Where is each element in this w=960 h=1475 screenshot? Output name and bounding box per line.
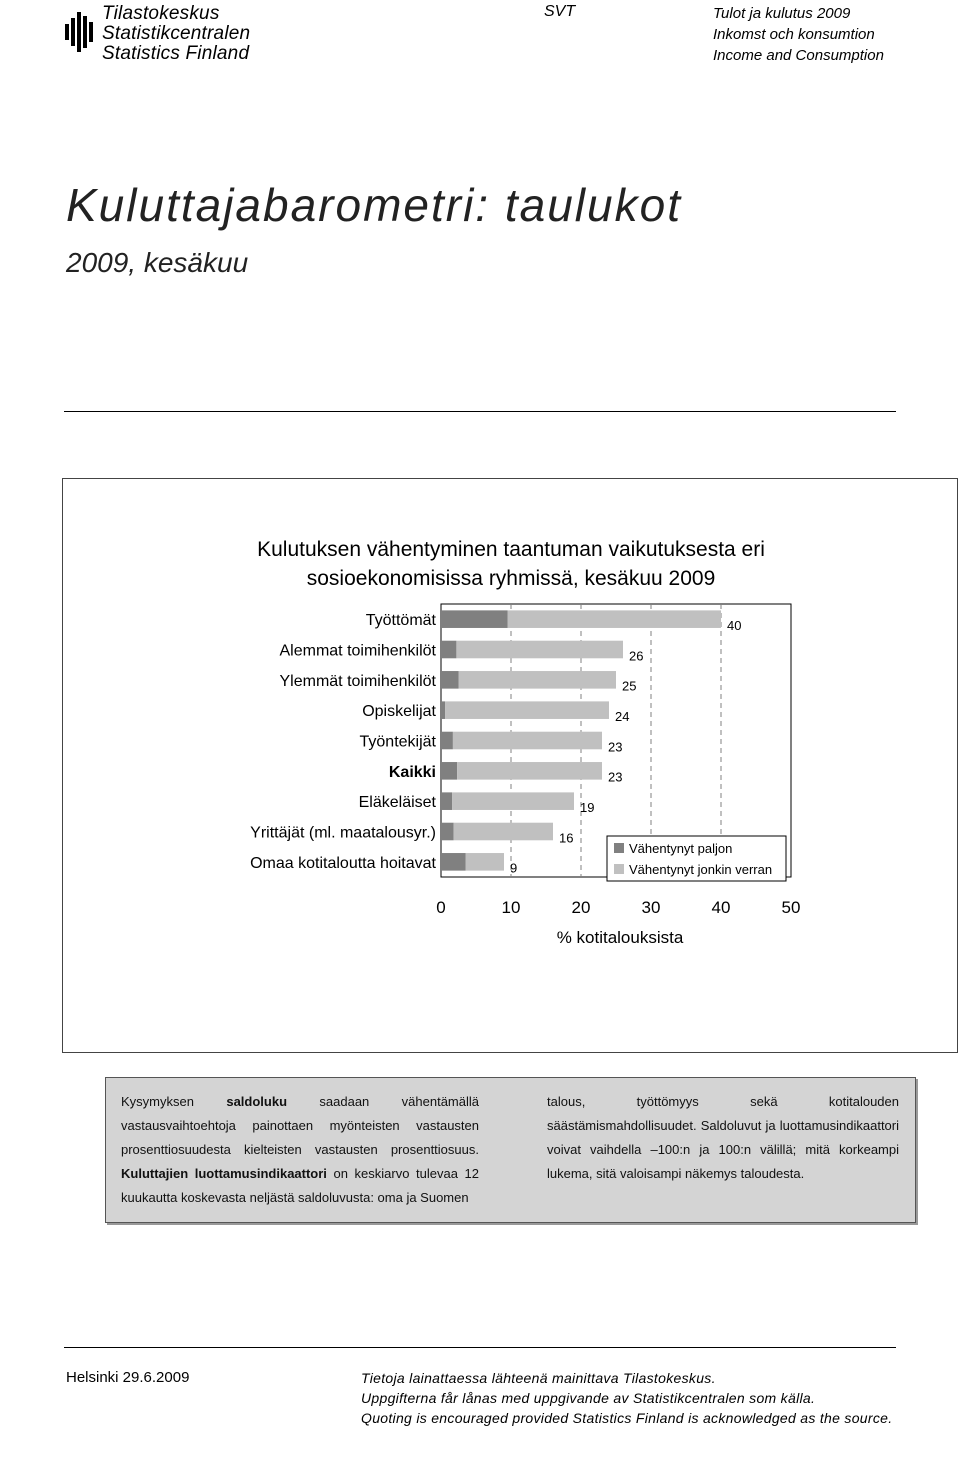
definition-box: [105, 1077, 916, 1223]
category-label: Opiskelijat: [362, 703, 436, 721]
chart-title-line-1: Kulutuksen vähentyminen taantuman vaikutuksesta eri: [257, 538, 765, 561]
citation-notes: [361, 1368, 892, 1428]
bar-segment-jonkin: [456, 641, 623, 659]
legend-swatch-jonkin: [614, 864, 624, 874]
x-tick-label: 20: [571, 898, 591, 917]
data-label: 25: [622, 678, 637, 694]
bar-segment-paljon: [441, 792, 452, 810]
category-label: Kaikki: [388, 763, 436, 781]
bar-segment-jonkin: [452, 792, 574, 810]
page-title: Kuluttajabarometri: taulukot: [66, 179, 682, 231]
definition-text: Kysymyksen: [121, 1094, 227, 1109]
publication-date: Helsinki 29.6.2009: [66, 1369, 190, 1386]
chart-title-line-2: sosioekonomisissa ryhmissä, kesäkuu 2009: [306, 567, 716, 590]
bar-segment-jonkin: [466, 853, 505, 871]
bar-segment-paljon: [441, 732, 453, 750]
data-label: 16: [559, 830, 574, 846]
definition-term: Kuluttajien luottamusindikaattori: [121, 1166, 327, 1181]
category-label: Yrittäjät (ml. maatalousyr.): [250, 824, 436, 842]
series-name: [713, 3, 884, 66]
bar-chart: [63, 479, 957, 1052]
bar-segment-paljon: [441, 823, 454, 841]
page-subtitle: 2009, kesäkuu: [66, 247, 249, 278]
bottom-divider: [64, 1347, 896, 1348]
bar-segment-paljon: [441, 853, 466, 871]
x-axis-label: % kotitalouksista: [556, 928, 684, 947]
bar-segment-paljon: [441, 641, 456, 659]
x-tick-label: 0: [436, 898, 446, 917]
citation-line: Uppgifterna får lånas med uppgivande av Statistikcentralen som källa.: [361, 1390, 816, 1406]
category-label: Työttömät: [365, 612, 436, 630]
category-label: Ylemmät toimihenkilöt: [279, 672, 436, 690]
data-label: 23: [608, 739, 623, 755]
logo-bars-icon: [65, 10, 97, 54]
bar-segment-paljon: [441, 610, 508, 628]
logo-line: Statistics Finland: [102, 43, 250, 64]
series-line: Inkomst och konsumtion: [713, 26, 875, 43]
bar-segment-paljon: [441, 701, 445, 719]
bar-segment-jonkin: [459, 671, 617, 689]
category-label: Eläkeläiset: [358, 794, 436, 812]
data-label: 24: [615, 708, 630, 724]
logo-line: Tilastokeskus: [102, 3, 220, 24]
chart-frame: [62, 478, 958, 1053]
citation-line: Quoting is encouraged provided Statistics Finland is acknowledged as the source.: [361, 1410, 893, 1426]
series-line: Income and Consumption: [713, 47, 884, 64]
definition-text: on keskiarvo tulevaa 12 kuukautta koskevasta neljästä saldoluvusta: oma ja Suomen: [121, 1166, 479, 1205]
citation-line: Tietoja lainattaessa lähteenä mainittava Tilastokeskus.: [361, 1370, 716, 1386]
logo-line: Statistikcentralen: [102, 23, 251, 44]
definition-text: saadaan vähentämällä vastausvaihtoehtoja painottaen myönteisten vastausten prosenttiosuudesta kielteisten vastausten prosenttiosuus.: [121, 1094, 479, 1157]
bar-segment-paljon: [441, 762, 457, 780]
legend-label-jonkin: Vähentynyt jonkin verran: [629, 862, 773, 877]
logo-text: [102, 4, 250, 64]
statistics-finland-logo: [65, 4, 275, 64]
category-label: Työntekijät: [359, 733, 436, 751]
top-divider: [64, 411, 896, 412]
definition-text-left: [121, 1090, 479, 1210]
bar-segment-jonkin: [453, 732, 602, 750]
bar-segment-jonkin: [454, 823, 553, 841]
data-label: 26: [629, 648, 644, 664]
bar-segment-jonkin: [457, 762, 602, 780]
x-tick-label: 10: [501, 898, 521, 917]
data-label: 9: [510, 860, 518, 876]
x-tick-label: 40: [711, 898, 731, 917]
data-label: 19: [580, 799, 595, 815]
definition-term: saldoluku: [226, 1094, 288, 1109]
legend-label-paljon: Vähentynyt paljon: [629, 841, 733, 856]
x-tick-label: 50: [781, 898, 801, 917]
bar-segment-jonkin: [508, 610, 722, 628]
data-label: 40: [727, 617, 742, 633]
category-label: Omaa kotitaloutta hoitavat: [250, 854, 436, 872]
svt-label: SVT: [544, 3, 576, 20]
category-label: Alemmat toimihenkilöt: [279, 642, 436, 660]
series-line: Tulot ja kulutus 2009: [713, 5, 851, 22]
data-label: 23: [608, 769, 623, 785]
legend-swatch-paljon: [614, 843, 624, 853]
chart-legend: [607, 836, 786, 881]
bar-segment-jonkin: [445, 701, 609, 719]
bar-segment-paljon: [441, 671, 459, 689]
x-tick-label: 30: [641, 898, 661, 917]
definition-text-right: talous, työttömyys sekä kotitalouden säästämismahdollisuudet. Saldoluvut ja luottamusindikaattori voivat vaihdella –100:n ja 100:n välillä; mitä korkeampi lukema, sitä valoisampi näkemys taloudesta.: [547, 1094, 899, 1181]
